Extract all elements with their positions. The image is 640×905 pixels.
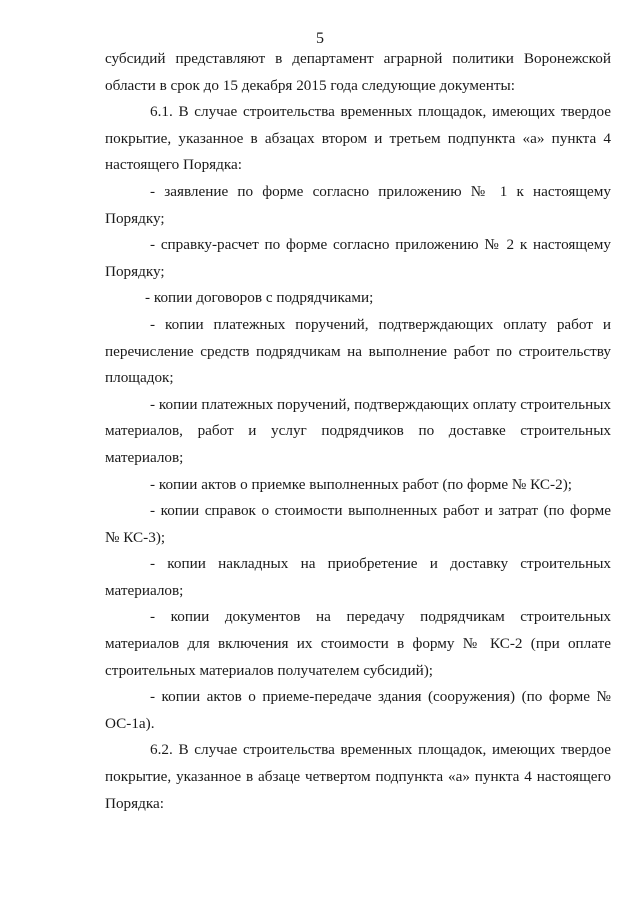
list-item-payment-orders-materials: - копии платежных поручений, подтверждающих оплату строительных материалов, работ и услуг подрядчиков по доставке строительных материалов; xyxy=(105,395,611,466)
list-item-ks3-certificates: - копии справок о стоимости выполненных работ и затрат (по форме № КС-3); xyxy=(105,502,611,546)
paragraph-6-1: 6.1. В случае строительства временных площадок, имеющих твердое покрытие, указанное в абзацах втором и третьем подпункта «а» пункта 4 настоящего Порядка: xyxy=(105,103,611,174)
list-item-payment-orders-works: - копии платежных поручений, подтверждающих оплату работ и перечисление средств подрядчикам на выполнение работ по строительству площадок; xyxy=(105,315,611,387)
list-item-application: - заявление по форме согласно приложению № 1 к настоящему Порядку; xyxy=(105,182,611,227)
document-body xyxy=(105,46,611,817)
paragraph-intro: субсидий представляют в департамент аграрной политики Воронежской области в срок до 15 декабря 2015 года следующие документы: xyxy=(105,50,611,94)
list-item-transfer-documents: - копии документов на передачу подрядчикам строительных материалов для включения их стоимости в форму № КС-2 (при оплате строительных материалов получателем субсидий); xyxy=(105,608,611,679)
list-item-os1a-acts: - копии актов о приеме-передаче здания (сооружения) (по форме № ОС-1а). xyxy=(105,688,611,732)
page-number: 5 xyxy=(316,30,324,47)
list-item-calculation: - справку-расчет по форме согласно приложению № 2 к настоящему Порядку; xyxy=(105,236,611,280)
paragraph-6-2: 6.2. В случае строительства временных площадок, имеющих твердое покрытие, указанное в абзаце четвертом подпункта «а» пункта 4 настоящего Порядка: xyxy=(105,741,611,812)
list-item-ks2-acts: - копии актов о приемке выполненных работ (по форме № КС-2); xyxy=(150,475,572,493)
list-item-contracts: - копии договоров с подрядчиками; xyxy=(145,289,374,307)
list-item-invoices: - копии накладных на приобретение и доставку строительных материалов; xyxy=(105,555,611,599)
